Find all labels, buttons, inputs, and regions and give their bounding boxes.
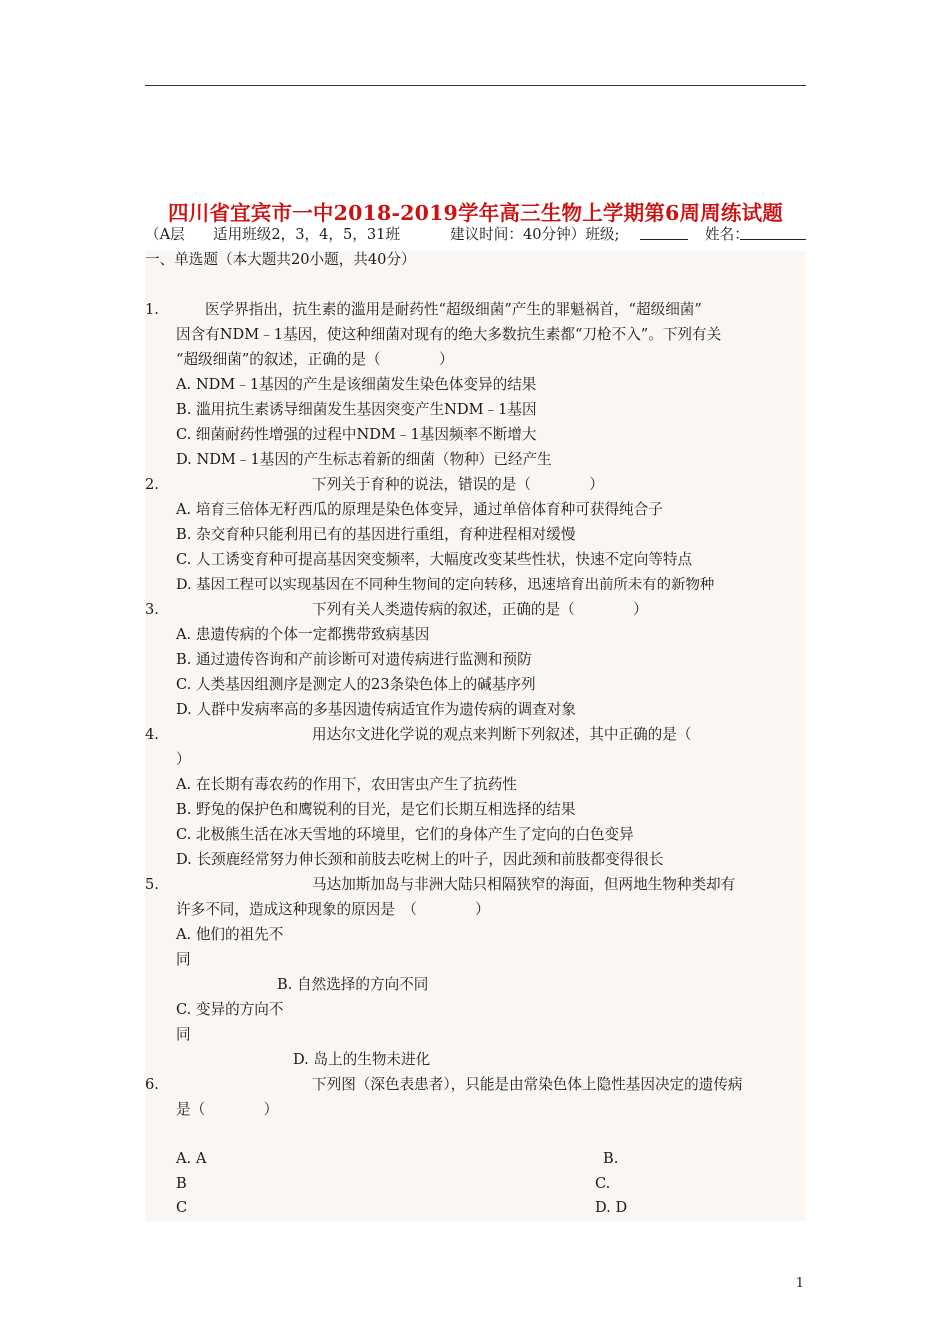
q3-stem: 下列有关人类遗传病的叙述，正确的是（ ）: [312, 601, 648, 618]
q1-stem-line2: 因含有NDM﹣1基因，使这种细菌对现有的绝大多数抗生素都“刀枪不入”。下列有关: [176, 326, 722, 343]
q2-stem: 下列关于育种的说法，错误的是（ ）: [312, 476, 604, 493]
q2-option-b: B. 杂交育种只能利用已有的基因进行重组，育种进程相对缓慢: [176, 526, 576, 543]
q5-stem: 马达加斯加岛与非洲大陆只相隔狭窄的海面，但两地生物种类却有: [312, 876, 736, 893]
name-blank: [740, 225, 806, 246]
q6-option-a: A. A: [176, 1150, 207, 1167]
q2-option-d: D. 基因工程可以实现基因在不同种生物间的定向转移，迅速培育出前所未有的新物种: [176, 577, 715, 593]
q4-option-a: A. 在长期有毒农药的作用下，农田害虫产生了抗药性: [176, 776, 517, 793]
q6-option-c-text: C: [176, 1199, 188, 1216]
q1-number: 1.: [145, 301, 159, 318]
q5-option-c: C. 变异的方向不: [176, 1001, 284, 1018]
q1-option-d: D. NDM﹣1基因的产生标志着新的细菌（物种）已经产生: [176, 451, 552, 468]
q6-stem: 下列图（深色表患者），只能是由常染色体上隐性基因决定的遗传病: [312, 1076, 743, 1093]
q6-option-b-text: B: [176, 1175, 187, 1192]
header-classes: 适用班级2，3，4，5，31班: [213, 226, 401, 243]
header-rule: [145, 85, 806, 86]
section-heading: 一、单选题（本大题共20小题，共40分）: [145, 251, 416, 268]
q4-stem: 用达尔文进化学说的观点来判断下列叙述，其中正确的是（: [312, 726, 692, 743]
q3-number: 3.: [145, 601, 159, 618]
header-time: 建议时间：40分钟）班级;: [450, 226, 620, 243]
q5-option-c-wrap: 同: [176, 1026, 191, 1043]
q5-option-a-wrap: 同: [176, 951, 191, 968]
q3-option-a: A. 患遗传病的个体一定都携带致病基因: [176, 626, 430, 643]
q4-number: 4.: [145, 726, 159, 743]
header-name-label: 姓名：: [705, 226, 749, 243]
q5-stem-line2: 许多不同，造成这种现象的原因是 （ ）: [176, 901, 490, 918]
q6-stem-line2: 是（ ）: [176, 1101, 279, 1118]
class-blank: [640, 225, 688, 246]
q1-option-b: B. 滥用抗生素诱导细菌发生基因突变产生NDM﹣1基因: [176, 401, 537, 418]
q2-option-c: C. 人工诱变育种可提高基因突变频率，大幅度改变某些性状，快速不定向等特点: [176, 551, 693, 568]
q5-number: 5.: [145, 876, 159, 893]
q2-option-a: A. 培育三倍体无籽西瓜的原理是染色体变异，通过单倍体育种可获得纯合子: [176, 501, 663, 518]
q4-option-c: C. 北极熊生活在冰天雪地的环境里，它们的身体产生了定向的白色变异: [176, 826, 634, 843]
q1-stem-line1: 医学界指出，抗生素的滥用是耐药性“超级细菌”产生的罪魁祸首，“超级细菌”: [205, 301, 702, 318]
q4-stem-line2: ）: [176, 751, 191, 768]
page-number: 1: [795, 1276, 804, 1291]
q4-option-b: B. 野兔的保护色和鹰锐利的目光，是它们长期互相选择的结果: [176, 801, 576, 818]
q3-option-c: C. 人类基因组测序是测定人的23条染色体上的碱基序列: [176, 676, 536, 693]
header-level: （A层: [145, 226, 185, 243]
q1-option-c: C. 细菌耐药性增强的过程中NDM﹣1基因频率不断增大: [176, 426, 537, 443]
q5-option-b: B. 自然选择的方向不同: [277, 976, 429, 993]
page-title: 四川省宜宾市一中2018-2019学年高三生物上学期第6周周练试题: [168, 201, 783, 225]
q6-number: 6.: [145, 1076, 159, 1093]
q6-option-d: D. D: [595, 1199, 628, 1216]
q4-option-d: D. 长颈鹿经常努力伸长颈和前肢去吃树上的叶子，因此颈和前肢都变得很长: [176, 851, 664, 868]
q5-option-d: D. 岛上的生物未进化: [293, 1051, 431, 1068]
q3-option-b: B. 通过遗传咨询和产前诊断可对遗传病进行监测和预防: [176, 651, 532, 668]
q1-stem-line3: “超级细菌”的叙述，正确的是（ ）: [176, 351, 454, 368]
q6-option-c-label: C.: [595, 1175, 611, 1192]
q5-option-a: A. 他们的祖先不: [176, 926, 284, 943]
q6-option-b-label: B.: [603, 1150, 619, 1167]
q3-option-d: D. 人群中发病率高的多基因遗传病适宜作为遗传病的调查对象: [176, 701, 576, 718]
q2-number: 2.: [145, 476, 159, 493]
q1-option-a: A. NDM﹣1基因的产生是该细菌发生染色体变异的结果: [176, 376, 537, 393]
